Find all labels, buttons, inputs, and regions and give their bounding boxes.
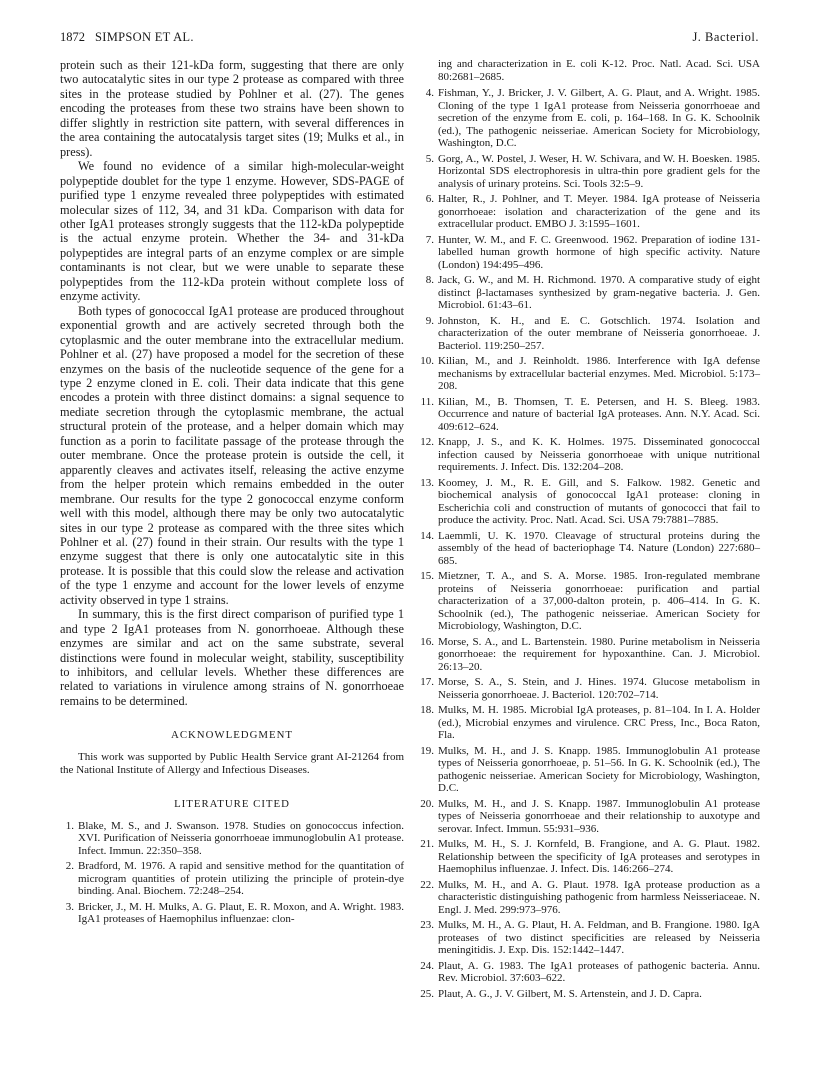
page-number: 1872 xyxy=(60,30,85,44)
reference-number: 13. xyxy=(420,476,434,489)
body-paragraph: protein such as their 121-kDa form, suggesting that there are only two autocatalytic sites in our type 2 protease as compared with three sites in the protease studied by Pohlner et al. (27). The genes encoding the proteases from these two strains have been shown to differ slightly in restriction site pattern, with several differences in the area containing the autocatalysis target sites (19; Mulks et al., in press). xyxy=(60,58,404,159)
reference-item xyxy=(420,988,760,1001)
reference-number: 3. xyxy=(65,900,74,913)
right-column xyxy=(420,58,760,1003)
reference-item xyxy=(420,87,760,150)
reference-text: Mulks, M. H., and J. S. Knapp. 1985. Immunoglobulin A1 protease types of Neisseria gonorrhoeae, p. 51–56. In G. K. Schoolnik (ed.), The pathogenic neisseriae. American Society for Microbiology, Washington, D.C. xyxy=(438,744,760,794)
reference-number: 22. xyxy=(420,878,434,891)
reference-number: 23. xyxy=(420,919,434,931)
reference-item xyxy=(420,153,760,191)
reference-item xyxy=(420,315,760,353)
reference-item xyxy=(420,919,760,957)
reference-text: Bradford, M. 1976. A rapid and sensitive method for the quantitation of microgram quantities of protein utilizing the principle of protein-dye binding. Anal. Biochem. 72:248–254. xyxy=(78,860,404,898)
reference-text: Mulks, M. H., and J. S. Knapp. 1987. Immunoglobulin A1 protease types of Neisseria gonorrhoeae and their relationship to auxotype and serovar. Infect. Immun. 55:931–936. xyxy=(438,797,760,835)
reference-text: Laemmli, U. K. 1970. Cleavage of structural proteins during the assembly of the head of bacteriophage T4. Nature (London) 227:680–685. xyxy=(438,529,760,567)
reference-text: Mulks, M. H., S. J. Kornfeld, B. Frangione, and A. G. Plaut. 1982. Relationship between the specificity of IgA proteases and serotypes in Haemophilus influenzae. J. Infect. Dis. 146:266–274. xyxy=(438,838,760,875)
reference-text: Kilian, M., and J. Reinholdt. 1986. Interference with IgA defense mechanisms by extracellular bacterial enzymes. Med. Microbiol. 5:173–208. xyxy=(438,355,760,392)
reference-text: Gorg, A., W. Postel, J. Weser, H. W. Schivara, and W. H. Boesken. 1985. Horizontal SDS electrophoresis in ultra-thin pore gradient gels for the analysis of urinary proteins. Sci. Tools 32:5–9. xyxy=(438,152,760,190)
reference-number: 19. xyxy=(420,744,434,757)
reference-item xyxy=(420,798,760,836)
reference-number: 17. xyxy=(420,676,434,688)
reference-number: 2. xyxy=(65,860,74,873)
reference-item xyxy=(420,879,760,917)
reference-item xyxy=(420,530,760,568)
reference-text: Halter, R., J. Pohlner, and T. Meyer. 1984. IgA protease of Neisseria gonorrhoeae: isolation and characterization of the gene and its extracellular product. EMBO J. 3:1595–1601. xyxy=(438,193,760,230)
reference-number: 8. xyxy=(425,274,434,286)
reference-number: 14. xyxy=(420,529,434,542)
reference-text: Mulks, M. H., and A. G. Plaut. 1978. IgA protease production as a characteristic distinguishing pathogenic from harmless Neisseriaceae. N. Engl. J. Med. 299:973–976. xyxy=(438,878,760,916)
reference-item xyxy=(420,436,760,474)
reference-list-left xyxy=(60,820,404,926)
reference-number: 25. xyxy=(420,987,434,1000)
reference-text: Koomey, J. M., R. E. Gill, and S. Falkow. 1982. Genetic and biochemical analysis of gonococcal IgA1 protease: cloning in Escherichia coli and construction of mutants of gonococci that fail to produce the activity. Proc. Natl. Acad. Sci. USA 79:7881–7885. xyxy=(438,476,760,526)
body-paragraph: We found no evidence of a similar high-molecular-weight polypeptide doublet for the type 1 enzyme. However, SDS-PAGE of purified type 1 enzyme revealed three polypeptides with estimated molecular sizes of 112, 34, and 31 kDa. Comparison with data for other IgA1 proteases strongly suggests that the 112-kDa polypeptide is the actual enzyme protein. Whether the 34- and 31-kDa polypeptides are integral parts of an enzyme complex or are simple contaminants is not clear, but we were unable to separate these polypeptides from the 112-kDa protein without complete loss of enzyme activity. xyxy=(60,159,404,304)
reference-item xyxy=(420,477,760,527)
reference-item xyxy=(420,704,760,742)
reference-text: Mulks, M. H. 1985. Microbial IgA proteases, p. 81–104. In I. A. Holder (ed.), Microbial enzymes and virulence. CRC Press, Inc., Boca Raton, Fla. xyxy=(438,704,760,741)
reference-number: 20. xyxy=(420,797,434,810)
reference-text: Jack, G. W., and M. H. Richmond. 1970. A comparative study of eight distinct β-lactamases synthesized by gram-negative bacteria. J. Gen. Microbiol. 61:43–61. xyxy=(438,274,760,311)
reference-item xyxy=(420,193,760,231)
reference-item xyxy=(420,274,760,312)
reference-number: 9. xyxy=(425,314,434,327)
reference-item xyxy=(60,860,404,898)
left-column xyxy=(60,58,404,929)
reference-continuation xyxy=(420,58,760,83)
reference-number: 10. xyxy=(420,355,434,367)
reference-item xyxy=(60,820,404,858)
reference-item xyxy=(420,745,760,795)
reference-item xyxy=(420,838,760,876)
reference-item xyxy=(420,355,760,393)
acknowledgment-text: This work was supported by Public Health Service grant AI-21264 from the National Institute of Allergy and Infectious Diseases. xyxy=(60,750,404,777)
reference-number: 16. xyxy=(420,635,434,648)
reference-number: 24. xyxy=(420,959,434,972)
reference-item xyxy=(420,234,760,272)
reference-text: ing and characterization in E. coli K-12. Proc. Natl. Acad. Sci. USA 80:2681–2685. xyxy=(438,58,760,83)
reference-text: Mietzner, T. A., and S. A. Morse. 1985. Iron-regulated membrane proteins of Neisseria gonorrhoeae: purification and partial characterization of a 37,000-dalton protein, p. 406–414. In G. K. Schoolnik (ed.), The pathogenic neisseriae. American Society for Microbiology, Washington, D.C. xyxy=(438,570,760,632)
reference-text: Kilian, M., B. Thomsen, T. E. Petersen, and H. S. Bleeg. 1983. Occurrence and nature of bacterial IgA proteases. Ann. N.Y. Acad. Sci. 409:612–624. xyxy=(438,395,760,433)
running-header xyxy=(60,30,759,50)
reference-number: 12. xyxy=(420,436,434,448)
reference-text: Plaut, A. G., J. V. Gilbert, M. S. Artenstein, and J. D. Capra. xyxy=(438,987,702,1000)
literature-heading: LITERATURE CITED xyxy=(174,798,290,811)
reference-text: Morse, S. A., S. Stein, and J. Hines. 1974. Glucose metabolism in Neisseria gonorrhoeae. J. Bacteriol. 120:702–714. xyxy=(438,676,760,701)
body-paragraph: Both types of gonococcal IgA1 protease are produced throughout exponential growth and are actively secreted through both the cytoplasmic and the outer membrane into the extracellular medium. Pohlner et al. (27) have proposed a model for the secretion of these enzymes on the basis of the nucleotide sequence of the gene for a type 2 enzyme cloned in E. coli. Their data indicate that this gene encodes a protein with three distinct domains: a signal sequence to mediate secretion through the cytoplasmic membrane, the actual structural protein of the protease, and a helper domain which may function as a porin to facilitate passage of the protease through the outer membrane. Once the protease protein is outside the cell, it apparently cleaves and activates itself, releasing the active enzyme from the helper protein which remains embedded in the outer membrane. Our results for the type 2 gonococcal enzyme conform well with this model, although there may be only two autocatalytic sites in our type 2 protease as compared with the three sites which Pohlner et al. (27) found in their strain. Our results with the type 1 enzyme suggest that there is only one autocatalytic site in this protease. It is possible that this could slow the release and activation of the type 1 enzyme and account for the lower levels of enzyme activity observed in type 1 strains. xyxy=(60,303,404,607)
reference-text: Bricker, J., M. H. Mulks, A. G. Plaut, E. R. Moxon, and A. Wright. 1983. IgA1 proteases of Haemophilus influenzae: clon- xyxy=(78,900,404,926)
reference-text: Morse, S. A., and L. Bartenstein. 1980. Purine metabolism in Neisseria gonorrhoeae: the requirement for hypoxanthine. Can. J. Microbiol. 26:13–20. xyxy=(438,635,760,673)
journal-name: J. Bacteriol. xyxy=(692,30,759,44)
reference-number: 4. xyxy=(425,87,434,99)
running-authors: SIMPSON ET AL. xyxy=(95,30,194,44)
reference-text: Mulks, M. H., A. G. Plaut, H. A. Feldman, and B. Frangione. 1980. IgA proteases of two distinct specificities are released by Neisseria meningitidis. J. Exp. Dis. 152:1442–1447. xyxy=(438,919,760,956)
reference-text: Fishman, Y., J. Bricker, J. V. Gilbert, A. G. Plaut, and A. Wright. 1985. Cloning of the type 1 IgA1 protease from Neisseria gonorrhoeae and secretion of the enzyme from E. coli, p. 164–168. In G. K. Schoolnik (ed.), The pathogenic neisseriae. American Society for Microbiology, Washington, D.C. xyxy=(438,87,760,149)
reference-text: Knapp, J. S., and K. K. Holmes. 1975. Disseminated gonococcal infection caused by Neisseria gonorrhoeae with unique nutritional requirements. J. Infect. Dis. 132:204–208. xyxy=(438,436,760,473)
reference-number: 1. xyxy=(65,819,74,832)
reference-list-right xyxy=(420,58,760,1000)
reference-item xyxy=(60,901,404,926)
reference-item xyxy=(420,570,760,633)
reference-text: Hunter, W. M., and F. C. Greenwood. 1962. Preparation of iodine 131-labelled human growth hormone of high specific activity. Nature (London) 194:495–496. xyxy=(438,233,760,271)
reference-item xyxy=(420,396,760,434)
reference-item xyxy=(420,676,760,701)
reference-number: 15. xyxy=(420,570,434,582)
acknowledgment-heading: ACKNOWLEDGMENT xyxy=(171,729,293,742)
reference-number: 5. xyxy=(425,152,434,165)
reference-text: Plaut, A. G. 1983. The IgA1 proteases of pathogenic bacteria. Annu. Rev. Microbiol. 37:603–622. xyxy=(438,959,760,984)
reference-number: 18. xyxy=(420,704,434,716)
reference-text: Johnston, K. H., and E. C. Gotschlich. 1974. Isolation and characterization of the outer membrane of Neisseria gonorrhoeae. J. Bacteriol. 119:250–257. xyxy=(438,314,760,352)
reference-number: 21. xyxy=(420,838,434,850)
reference-text: Blake, M. S., and J. Swanson. 1978. Studies on gonococcus infection. XVI. Purification of Neisseria gonorrhoeae immunoglobulin A1 protease. Infect. Immun. 22:350–358. xyxy=(78,819,404,857)
reference-item xyxy=(420,960,760,985)
body-paragraph: In summary, this is the first direct comparison of purified type 1 and type 2 IgA1 proteases from N. gonorrhoeae. Although these enzymes are similar and act on the same substrate, several distinctions were found in molecular weight, stability, susceptibility to inhibitors, and cellular levels. Whether these differences are related to variations in virulence among strains of N. gonorrhoeae remains to be determined. xyxy=(60,607,404,708)
reference-item xyxy=(420,636,760,674)
reference-number: 6. xyxy=(425,193,434,205)
reference-number: 11. xyxy=(420,395,434,408)
reference-number: 7. xyxy=(425,233,434,246)
